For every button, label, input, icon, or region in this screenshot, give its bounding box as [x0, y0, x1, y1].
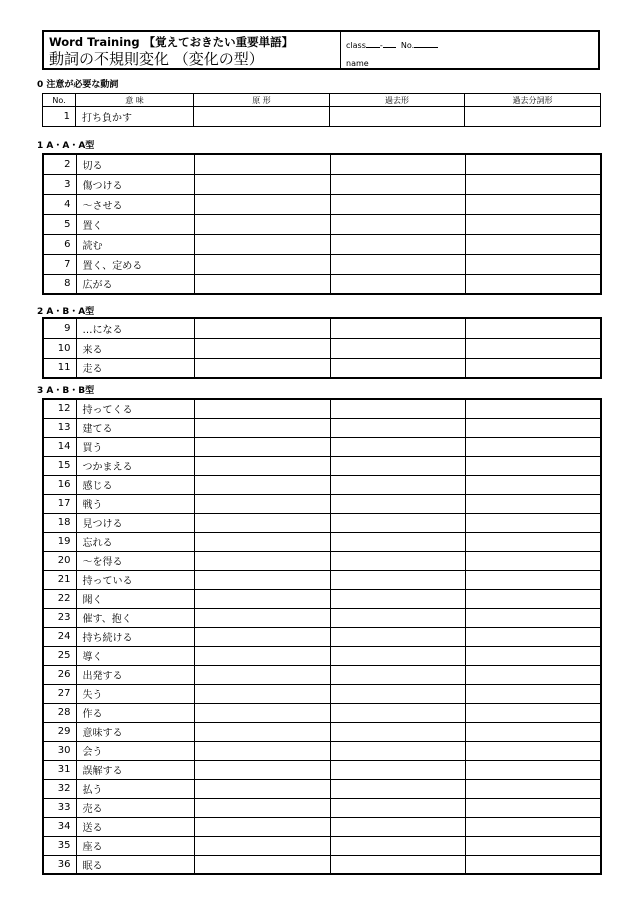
- base-form-answer-cell[interactable]: [194, 274, 330, 294]
- table-row: [43, 107, 601, 127]
- table-row: [43, 418, 601, 437]
- table-row: [43, 338, 601, 358]
- meaning-cell: 打ち負かす: [76, 107, 194, 127]
- table-row: [43, 551, 601, 570]
- table-row: [43, 836, 601, 855]
- row-number: 22: [43, 589, 76, 608]
- table-row: [43, 475, 601, 494]
- past-form-answer-cell[interactable]: [330, 798, 465, 817]
- table-row: [43, 589, 601, 608]
- row-number: 10: [43, 338, 76, 358]
- past-participle-answer-cell[interactable]: [465, 608, 601, 627]
- table-row: [43, 684, 601, 703]
- row-number: 27: [43, 684, 76, 703]
- table-row: [43, 570, 601, 589]
- past-form-answer-cell[interactable]: [330, 817, 465, 836]
- table-row: [43, 274, 601, 294]
- row-number: 1: [43, 107, 76, 127]
- table-header-row: [43, 94, 601, 107]
- verb-table-section-2: [42, 317, 602, 379]
- table-row: [43, 532, 601, 551]
- past-form-answer-cell[interactable]: [330, 318, 465, 338]
- section-title-0: 0 注意が必要な動詞: [37, 80, 119, 90]
- meaning-cell: 催す、抱く: [76, 608, 194, 627]
- table-row: [43, 174, 601, 194]
- row-number: 26: [43, 665, 76, 684]
- past-participle-answer-cell[interactable]: [465, 532, 601, 551]
- section-title-1: 1 A・A・A型: [37, 141, 95, 151]
- meaning-cell: 導く: [76, 646, 194, 665]
- meaning-cell: 買う: [76, 437, 194, 456]
- past-form-answer-cell[interactable]: [330, 214, 465, 234]
- past-form-answer-cell[interactable]: [330, 836, 465, 855]
- row-number: 25: [43, 646, 76, 665]
- past-form-answer-cell[interactable]: [330, 589, 465, 608]
- past-participle-answer-cell[interactable]: [465, 214, 601, 234]
- past-participle-answer-cell[interactable]: [465, 194, 601, 214]
- table-row: [43, 627, 601, 646]
- row-number: 35: [43, 836, 76, 855]
- past-form-answer-cell[interactable]: [330, 358, 465, 378]
- meaning-cell: 売る: [76, 798, 194, 817]
- past-form-answer-cell[interactable]: [330, 338, 465, 358]
- base-form-answer-cell[interactable]: [194, 779, 330, 798]
- past-participle-answer-cell[interactable]: [465, 513, 601, 532]
- column-header-past: 過去形: [330, 94, 465, 107]
- past-participle-answer-cell[interactable]: [465, 570, 601, 589]
- row-number: 13: [43, 418, 76, 437]
- row-number: 8: [43, 274, 76, 294]
- worksheet-title: 動詞の不規則変化 （変化の型）: [49, 50, 264, 68]
- base-form-answer-cell[interactable]: [194, 722, 330, 741]
- row-number: 24: [43, 627, 76, 646]
- base-form-answer-cell[interactable]: [194, 107, 330, 127]
- past-participle-answer-cell[interactable]: [465, 798, 601, 817]
- verb-table-section-1: [42, 153, 602, 295]
- past-form-answer-cell[interactable]: [330, 494, 465, 513]
- column-header-base: 原 形: [194, 94, 330, 107]
- table-row: [43, 456, 601, 475]
- past-form-answer-cell[interactable]: [330, 174, 465, 194]
- table-row: [43, 646, 601, 665]
- meaning-cell: 出発する: [76, 665, 194, 684]
- table-row: [43, 760, 601, 779]
- past-participle-answer-cell[interactable]: [465, 665, 601, 684]
- base-form-answer-cell[interactable]: [194, 494, 330, 513]
- past-form-answer-cell[interactable]: [330, 154, 465, 174]
- worksheet-subtitle: Word Training 【覚えておきたい重要単語】: [49, 35, 294, 49]
- past-form-answer-cell[interactable]: [330, 665, 465, 684]
- section-title-2: 2 A・B・A型: [37, 307, 95, 317]
- base-form-answer-cell[interactable]: [194, 456, 330, 475]
- row-number: 9: [43, 318, 76, 338]
- past-form-answer-cell[interactable]: [330, 456, 465, 475]
- meaning-cell: 意味する: [76, 722, 194, 741]
- past-participle-answer-cell[interactable]: [465, 274, 601, 294]
- header-student-info: [341, 32, 598, 68]
- past-participle-answer-cell[interactable]: [465, 722, 601, 741]
- past-form-answer-cell[interactable]: [330, 760, 465, 779]
- row-number: 5: [43, 214, 76, 234]
- past-participle-answer-cell[interactable]: [465, 760, 601, 779]
- row-number: 33: [43, 798, 76, 817]
- past-form-answer-cell[interactable]: [330, 418, 465, 437]
- row-number: 31: [43, 760, 76, 779]
- row-number: 3: [43, 174, 76, 194]
- past-form-answer-cell[interactable]: [330, 194, 465, 214]
- header-title-area: [44, 32, 341, 68]
- class-room-blank[interactable]: [383, 39, 396, 48]
- base-form-answer-cell[interactable]: [194, 532, 330, 551]
- table-row: [43, 154, 601, 174]
- row-number: 12: [43, 399, 76, 418]
- past-participle-answer-cell[interactable]: [465, 174, 601, 194]
- base-form-answer-cell[interactable]: [194, 836, 330, 855]
- table-row: [43, 779, 601, 798]
- row-number: 17: [43, 494, 76, 513]
- table-row: [43, 437, 601, 456]
- table-row: [43, 798, 601, 817]
- meaning-cell: …になる: [76, 318, 194, 338]
- table-row: [43, 358, 601, 378]
- past-form-answer-cell[interactable]: [330, 532, 465, 551]
- past-participle-answer-cell[interactable]: [465, 836, 601, 855]
- table-row: [43, 665, 601, 684]
- column-header-no: No.: [43, 94, 76, 107]
- meaning-cell: 持っている: [76, 570, 194, 589]
- row-number: 16: [43, 475, 76, 494]
- past-form-answer-cell[interactable]: [330, 627, 465, 646]
- meaning-cell: 来る: [76, 338, 194, 358]
- past-form-answer-cell[interactable]: [330, 399, 465, 418]
- base-form-answer-cell[interactable]: [194, 358, 330, 378]
- base-form-answer-cell[interactable]: [194, 589, 330, 608]
- table-row: [43, 608, 601, 627]
- past-participle-answer-cell[interactable]: [465, 779, 601, 798]
- base-form-answer-cell[interactable]: [194, 418, 330, 437]
- row-number: 28: [43, 703, 76, 722]
- base-form-answer-cell[interactable]: [194, 399, 330, 418]
- meaning-cell: 失う: [76, 684, 194, 703]
- base-form-answer-cell[interactable]: [194, 798, 330, 817]
- past-participle-answer-cell[interactable]: [465, 234, 601, 254]
- class-label: class: [346, 41, 366, 50]
- row-number: 30: [43, 741, 76, 760]
- past-participle-answer-cell[interactable]: [465, 684, 601, 703]
- meaning-cell: 眠る: [76, 855, 194, 874]
- table-row: [43, 703, 601, 722]
- past-form-answer-cell[interactable]: [330, 779, 465, 798]
- past-participle-answer-cell[interactable]: [465, 703, 601, 722]
- row-number: 2: [43, 154, 76, 174]
- past-participle-answer-cell[interactable]: [465, 627, 601, 646]
- row-number: 14: [43, 437, 76, 456]
- row-number: 21: [43, 570, 76, 589]
- column-header-past-participle: 過去分詞形: [465, 94, 601, 107]
- base-form-answer-cell[interactable]: [194, 338, 330, 358]
- meaning-cell: 感じる: [76, 475, 194, 494]
- past-form-answer-cell[interactable]: [330, 551, 465, 570]
- meaning-cell: 聞く: [76, 589, 194, 608]
- past-form-answer-cell[interactable]: [330, 475, 465, 494]
- past-participle-answer-cell[interactable]: [465, 418, 601, 437]
- past-participle-answer-cell[interactable]: [465, 494, 601, 513]
- verb-table-section-0: [42, 93, 601, 127]
- base-form-answer-cell[interactable]: [194, 627, 330, 646]
- meaning-cell: ～を得る: [76, 551, 194, 570]
- row-number: 29: [43, 722, 76, 741]
- base-form-answer-cell[interactable]: [194, 254, 330, 274]
- table-row: [43, 234, 601, 254]
- past-form-answer-cell[interactable]: [330, 254, 465, 274]
- meaning-cell: 見つける: [76, 513, 194, 532]
- base-form-answer-cell[interactable]: [194, 214, 330, 234]
- past-participle-answer-cell[interactable]: [465, 855, 601, 874]
- column-header-meaning: 意 味: [76, 94, 194, 107]
- past-participle-answer-cell[interactable]: [465, 551, 601, 570]
- class-number-line: [346, 39, 438, 50]
- meaning-cell: ～させる: [76, 194, 194, 214]
- meaning-cell: 座る: [76, 836, 194, 855]
- row-number: 15: [43, 456, 76, 475]
- base-form-answer-cell[interactable]: [194, 551, 330, 570]
- table-row: [43, 399, 601, 418]
- base-form-answer-cell[interactable]: [194, 570, 330, 589]
- name-label: name: [346, 59, 369, 68]
- past-participle-answer-cell[interactable]: [465, 475, 601, 494]
- section-title-3: 3 A・B・B型: [37, 386, 95, 396]
- past-participle-answer-cell[interactable]: [465, 399, 601, 418]
- base-form-answer-cell[interactable]: [194, 703, 330, 722]
- past-participle-answer-cell[interactable]: [465, 318, 601, 338]
- table-row: [43, 513, 601, 532]
- row-number: 19: [43, 532, 76, 551]
- table-row: [43, 817, 601, 836]
- past-form-answer-cell[interactable]: [330, 741, 465, 760]
- base-form-answer-cell[interactable]: [194, 174, 330, 194]
- base-form-answer-cell[interactable]: [194, 665, 330, 684]
- class-dash: -: [379, 41, 383, 50]
- worksheet-header: [42, 30, 600, 70]
- number-blank[interactable]: [414, 39, 438, 48]
- verb-table-section-3: [42, 398, 602, 875]
- number-label: No.: [400, 41, 415, 50]
- base-form-answer-cell[interactable]: [194, 234, 330, 254]
- base-form-answer-cell[interactable]: [194, 194, 330, 214]
- past-form-answer-cell[interactable]: [330, 437, 465, 456]
- row-number: 36: [43, 855, 76, 874]
- class-grade-blank[interactable]: [366, 39, 380, 48]
- base-form-answer-cell[interactable]: [194, 437, 330, 456]
- base-form-answer-cell[interactable]: [194, 608, 330, 627]
- past-form-answer-cell[interactable]: [330, 274, 465, 294]
- past-form-answer-cell[interactable]: [330, 107, 465, 127]
- meaning-cell: 切る: [76, 154, 194, 174]
- past-participle-answer-cell[interactable]: [465, 646, 601, 665]
- past-participle-answer-cell[interactable]: [465, 741, 601, 760]
- past-form-answer-cell[interactable]: [330, 703, 465, 722]
- past-form-answer-cell[interactable]: [330, 684, 465, 703]
- base-form-answer-cell[interactable]: [194, 741, 330, 760]
- table-row: [43, 194, 601, 214]
- table-row: [43, 318, 601, 338]
- row-number: 11: [43, 358, 76, 378]
- base-form-answer-cell[interactable]: [194, 760, 330, 779]
- past-participle-answer-cell[interactable]: [465, 107, 601, 127]
- base-form-answer-cell[interactable]: [194, 318, 330, 338]
- meaning-cell: 戦う: [76, 494, 194, 513]
- meaning-cell: 走る: [76, 358, 194, 378]
- past-form-answer-cell[interactable]: [330, 722, 465, 741]
- base-form-answer-cell[interactable]: [194, 684, 330, 703]
- meaning-cell: 置く、定める: [76, 254, 194, 274]
- past-form-answer-cell[interactable]: [330, 570, 465, 589]
- meaning-cell: 読む: [76, 234, 194, 254]
- row-number: 7: [43, 254, 76, 274]
- meaning-cell: 忘れる: [76, 532, 194, 551]
- past-form-answer-cell[interactable]: [330, 513, 465, 532]
- past-form-answer-cell[interactable]: [330, 608, 465, 627]
- meaning-cell: 送る: [76, 817, 194, 836]
- past-participle-answer-cell[interactable]: [465, 589, 601, 608]
- meaning-cell: つかまえる: [76, 456, 194, 475]
- meaning-cell: 広がる: [76, 274, 194, 294]
- past-form-answer-cell[interactable]: [330, 855, 465, 874]
- past-participle-answer-cell[interactable]: [465, 154, 601, 174]
- meaning-cell: 作る: [76, 703, 194, 722]
- past-form-answer-cell[interactable]: [330, 646, 465, 665]
- row-number: 4: [43, 194, 76, 214]
- row-number: 23: [43, 608, 76, 627]
- meaning-cell: 会う: [76, 741, 194, 760]
- base-form-answer-cell[interactable]: [194, 475, 330, 494]
- meaning-cell: 持ち続ける: [76, 627, 194, 646]
- row-number: 18: [43, 513, 76, 532]
- table-row: [43, 741, 601, 760]
- meaning-cell: 建てる: [76, 418, 194, 437]
- base-form-answer-cell[interactable]: [194, 855, 330, 874]
- table-row: [43, 214, 601, 234]
- past-participle-answer-cell[interactable]: [465, 338, 601, 358]
- meaning-cell: 置く: [76, 214, 194, 234]
- past-participle-answer-cell[interactable]: [465, 817, 601, 836]
- row-number: 34: [43, 817, 76, 836]
- table-row: [43, 494, 601, 513]
- past-participle-answer-cell[interactable]: [465, 437, 601, 456]
- past-participle-answer-cell[interactable]: [465, 254, 601, 274]
- table-row: [43, 722, 601, 741]
- table-row: [43, 855, 601, 874]
- past-participle-answer-cell[interactable]: [465, 456, 601, 475]
- past-form-answer-cell[interactable]: [330, 234, 465, 254]
- meaning-cell: 傷つける: [76, 174, 194, 194]
- row-number: 20: [43, 551, 76, 570]
- row-number: 6: [43, 234, 76, 254]
- table-row: [43, 254, 601, 274]
- past-participle-answer-cell[interactable]: [465, 358, 601, 378]
- base-form-answer-cell[interactable]: [194, 154, 330, 174]
- meaning-cell: 払う: [76, 779, 194, 798]
- row-number: 32: [43, 779, 76, 798]
- meaning-cell: 持ってくる: [76, 399, 194, 418]
- base-form-answer-cell[interactable]: [194, 817, 330, 836]
- base-form-answer-cell[interactable]: [194, 513, 330, 532]
- meaning-cell: 誤解する: [76, 760, 194, 779]
- base-form-answer-cell[interactable]: [194, 646, 330, 665]
